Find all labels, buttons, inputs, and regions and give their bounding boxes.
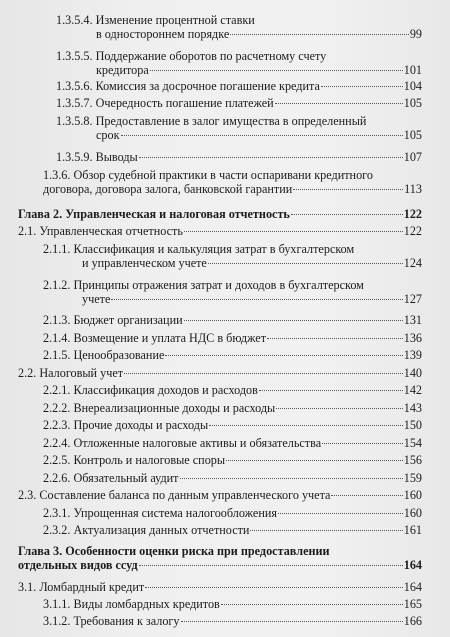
toc-entry (56, 13, 422, 41)
dot-leader (139, 564, 403, 566)
toc-entry-text: в одностороннем порядке (96, 27, 230, 41)
dot-leader (293, 188, 403, 190)
toc-page-number: 164 (403, 580, 422, 594)
dot-leader (181, 620, 403, 622)
dot-leader (124, 372, 403, 374)
toc-entry-line (18, 224, 422, 238)
toc-entry-line (43, 292, 422, 306)
toc-entry-text: договора, договора залога, банковской гарантии (43, 182, 293, 196)
toc-entry-line (18, 488, 422, 502)
dot-leader (184, 319, 403, 321)
toc-entry-title (43, 313, 183, 327)
toc-entry-number: 2.2.5. (43, 453, 71, 467)
toc-entry-line (18, 207, 422, 221)
dot-leader (180, 477, 403, 479)
toc-entry-line (43, 418, 422, 432)
toc-entry-title (43, 331, 266, 345)
toc-entry-line (18, 366, 422, 380)
toc-entry-text: Очередность погашение платежей (95, 96, 274, 110)
toc-entry-title (56, 49, 326, 63)
toc-entry-number: 2.2.2. (43, 401, 71, 415)
toc-entry-line (43, 523, 422, 537)
toc-entry-number: 2.1. (18, 224, 37, 238)
toc-entry-line (56, 49, 422, 63)
toc-entry-title (82, 256, 207, 270)
toc-entry (56, 114, 422, 142)
dot-leader (121, 134, 403, 136)
dot-leader (250, 529, 402, 531)
toc-page-number: 161 (403, 523, 422, 537)
toc-page-number: 160 (403, 506, 422, 520)
toc-entry-line (43, 436, 422, 450)
toc-page-number: 122 (403, 224, 422, 238)
toc-entry (56, 150, 422, 164)
toc-entry-number: 2.2.6. (43, 471, 71, 485)
toc-entry-line (56, 63, 422, 77)
toc-entry-title (43, 182, 292, 196)
toc-entry-text: Налоговый учет (39, 366, 124, 380)
toc-entry-line (56, 128, 422, 142)
toc-entry-title (56, 96, 274, 110)
toc-entry-line (43, 614, 422, 628)
toc-entry (43, 331, 422, 345)
toc-entry-number: 3.1. (18, 580, 37, 594)
toc-entry-title (43, 471, 179, 485)
toc-page-number: 140 (403, 366, 422, 380)
toc-page-number: 143 (403, 401, 422, 415)
toc-entry (18, 488, 422, 502)
toc-entry-title (18, 558, 138, 572)
toc-entry (43, 401, 422, 415)
dot-leader (267, 337, 403, 339)
toc-entry (56, 79, 422, 93)
toc-entry-number: 2.3.2. (43, 523, 71, 537)
toc-entry-text: Бюджет организации (73, 313, 183, 327)
toc-entry-number: 2.3. (18, 488, 37, 502)
toc-entry-number: Глава 2. (18, 207, 63, 221)
toc-entry-title (43, 348, 164, 362)
toc-entry-title (18, 366, 123, 380)
toc-entry-line (56, 114, 422, 128)
toc-entry-number: 2.2.4. (43, 436, 71, 450)
toc-entry-text: Виды ломбардных кредитов (73, 597, 220, 611)
toc-entry (43, 168, 422, 196)
toc-entry-line (43, 506, 422, 520)
toc-entry-text: Обязательный аудит (73, 471, 179, 485)
toc-entry (43, 471, 422, 485)
toc-entry-text: Актуализация данных отчетности (73, 523, 250, 537)
toc-page-number: 113 (404, 182, 422, 196)
dot-leader (184, 230, 403, 232)
toc-entry (43, 436, 422, 450)
toc-entry-title (43, 278, 364, 292)
toc-entry (43, 313, 422, 327)
toc-page-number: 165 (403, 597, 422, 611)
dot-leader (111, 298, 402, 300)
toc-entry-title (43, 168, 373, 182)
toc-page-number: 122 (403, 207, 422, 221)
toc-entry-text: Ценообразование (73, 348, 165, 362)
toc-entry-title (96, 27, 229, 41)
dot-leader (331, 494, 402, 496)
toc-entry-line (43, 597, 422, 611)
toc-page-number: 105 (403, 96, 422, 110)
toc-entry-line (18, 580, 422, 594)
toc-page-number: 99 (409, 27, 422, 41)
toc-entry-line (43, 383, 422, 397)
toc-entry-number: 1.3.5.7. (56, 96, 93, 110)
toc-entry (18, 580, 422, 594)
toc-entry (43, 614, 422, 628)
toc-page-number: 124 (403, 256, 422, 270)
toc-entry-text: Поддержание оборотов по расчетному счету (95, 49, 327, 63)
toc-entry-title (43, 523, 249, 537)
toc-entry-title (43, 436, 321, 450)
toc-entry-line (43, 278, 422, 292)
toc-entry-text: Ломбардный кредит (39, 580, 145, 594)
toc-entry-text: учете (82, 292, 111, 306)
toc-entry-number: 2.1.5. (43, 348, 71, 362)
toc-entry-title (96, 128, 120, 142)
dot-leader (208, 262, 403, 264)
toc-page-number: 156 (403, 453, 422, 467)
toc-entry-title (96, 63, 149, 77)
toc-entry-text: Выводы (95, 150, 138, 164)
toc-entry-number: 2.3.1. (43, 506, 71, 520)
dot-leader (150, 69, 403, 71)
toc-entry-line (43, 313, 422, 327)
toc-entry (43, 523, 422, 537)
toc-entry-title (43, 614, 180, 628)
toc-entry-line (43, 471, 422, 485)
dot-leader (259, 389, 403, 391)
toc-entry-text: Требования к залогу (73, 614, 180, 628)
toc-entry (56, 96, 422, 110)
toc-entry-line (43, 453, 422, 467)
toc-page-number: 166 (403, 614, 422, 628)
toc-page-number: 154 (403, 436, 422, 450)
toc-entry (43, 506, 422, 520)
toc-entry-title (82, 292, 110, 306)
toc-entry-number: 2.1.3. (43, 313, 71, 327)
dot-leader (139, 156, 403, 158)
dot-leader (145, 586, 403, 588)
toc-entry-line (56, 13, 422, 27)
toc-entry-line (43, 242, 422, 256)
toc-entry-text: Упрощенная система налогообложения (73, 506, 277, 520)
toc-entry-title (43, 242, 354, 256)
toc-entry (18, 366, 422, 380)
toc-entry-text: Отложенные налоговые активы и обязательства (73, 436, 322, 450)
toc-entry-title (43, 453, 225, 467)
toc-page-number: 104 (403, 79, 422, 93)
dot-leader (221, 603, 403, 605)
toc-entry-line (43, 168, 422, 182)
toc-entry (18, 544, 422, 572)
toc-entry-number: 1.3.5.8. (56, 114, 93, 128)
toc-entry-text: Принципы отражения затрат и доходов в бухгалтерском (73, 278, 364, 292)
toc-entry-line (43, 401, 422, 415)
dot-leader (291, 213, 403, 215)
toc-entry (43, 278, 422, 306)
toc-entry-text: Внереализационные доходы и расходы (73, 401, 276, 415)
toc-entry (56, 49, 422, 77)
toc-entry-title (43, 401, 275, 415)
toc-entry-text: Управленческая отчетность (39, 224, 183, 238)
toc-page-number: 150 (403, 418, 422, 432)
toc-entry-title (43, 418, 208, 432)
toc-page-number: 107 (403, 150, 422, 164)
toc-entry-line (43, 256, 422, 270)
toc-page-number: 131 (403, 313, 422, 327)
toc-entry-number: 1.3.5.4. (56, 13, 93, 27)
toc-entry-text: Управленческая и налоговая отчетность (65, 207, 290, 221)
toc-page-number: 105 (403, 128, 422, 142)
toc-entry-text: Составление баланса по данным управленческого учета (39, 488, 331, 502)
toc-entry-title (43, 506, 277, 520)
toc-entry-number: 3.1.2. (43, 614, 71, 628)
toc-entry-number: 2.1.2. (43, 278, 71, 292)
dot-leader (275, 102, 403, 104)
toc-entry-number: 2.1.4. (43, 331, 71, 345)
toc-entry-line (56, 27, 422, 41)
toc-entry-text: Классификация доходов и расходов (73, 383, 258, 397)
toc-page-number: 136 (403, 331, 422, 345)
dot-leader (226, 459, 403, 461)
toc-entry-title (56, 114, 366, 128)
toc-entry-title (18, 224, 183, 238)
toc-entry-number: 1.3.6. (43, 168, 71, 182)
toc-entry-number: 2.1.1. (43, 242, 71, 256)
dot-leader (276, 407, 402, 409)
toc-entry-text: кредитора (96, 63, 149, 77)
dot-leader (165, 354, 402, 356)
toc-entry (43, 242, 422, 270)
toc-entry-text: Комиссия за досрочное погашение кредита (95, 79, 320, 93)
toc-entry-text: Контроль и налоговые споры (73, 453, 226, 467)
toc-entry-line (56, 150, 422, 164)
toc-entry-title (18, 544, 330, 558)
toc-page-number: 159 (403, 471, 422, 485)
toc-page-number: 160 (403, 488, 422, 502)
dot-leader (278, 512, 403, 514)
toc-entry (43, 418, 422, 432)
toc-entry-number: 2.2. (18, 366, 37, 380)
toc-entry-text: срок (96, 128, 120, 142)
toc-entry-number: 1.3.5.6. (56, 79, 93, 93)
dot-leader (209, 424, 403, 426)
toc-entry-title (18, 580, 144, 594)
toc-entry-title (18, 207, 290, 221)
toc-entry (43, 597, 422, 611)
toc-entry-number: 3.1.1. (43, 597, 71, 611)
toc-entry-text: Обзор судебной практики в части оспаривани кредитного (73, 168, 373, 182)
toc-entry-text: и управленческом учете (82, 256, 207, 270)
toc-entry-text: Прочие доходы и расходы (73, 418, 209, 432)
toc-entry (18, 224, 422, 238)
toc-entry-text: Особенности оценки риска при предоставлении (65, 544, 330, 558)
toc-page-number: 142 (403, 383, 422, 397)
toc-entry-line (18, 558, 422, 572)
toc-entry-title (56, 79, 320, 93)
toc-entry (43, 348, 422, 362)
toc-entry-title (18, 488, 330, 502)
toc-page-number: 164 (403, 558, 422, 572)
toc-entry-line (56, 79, 422, 93)
toc-entry-number: 1.3.5.5. (56, 49, 93, 63)
toc-entry-text: Изменение процентной ставки (95, 13, 255, 27)
toc-entry-number: 1.3.5.9. (56, 150, 93, 164)
toc-entry-title (56, 150, 138, 164)
toc-entry-line (43, 182, 422, 196)
toc-page-number: 139 (403, 348, 422, 362)
toc-entry (43, 453, 422, 467)
toc-entry-text: отдельных видов ссуд (18, 558, 138, 572)
toc-entry-line (56, 96, 422, 110)
toc-page-number: 127 (403, 292, 422, 306)
toc-entry-line (18, 544, 422, 558)
toc-entry (18, 207, 422, 221)
toc-entry-title (43, 383, 258, 397)
toc-entry-text: Предоставление в залог имущества в определенный (95, 114, 367, 128)
toc-entry-text: Классификация и калькуляция затрат в бухгалтерском (73, 242, 355, 256)
toc-entry-number: 2.2.1. (43, 383, 71, 397)
toc-entry-text: Возмещение и уплата НДС в бюджет (73, 331, 267, 345)
toc-entry-number: Глава 3. (18, 544, 63, 558)
toc-entry-line (43, 331, 422, 345)
toc-entry-line (43, 348, 422, 362)
toc-page-number: 101 (403, 63, 422, 77)
dot-leader (230, 33, 409, 35)
toc-entry-title (43, 597, 220, 611)
toc-entry-title (56, 13, 255, 27)
toc-entry (43, 383, 422, 397)
dot-leader (321, 85, 403, 87)
dot-leader (322, 442, 403, 444)
toc-entry-number: 2.2.3. (43, 418, 71, 432)
